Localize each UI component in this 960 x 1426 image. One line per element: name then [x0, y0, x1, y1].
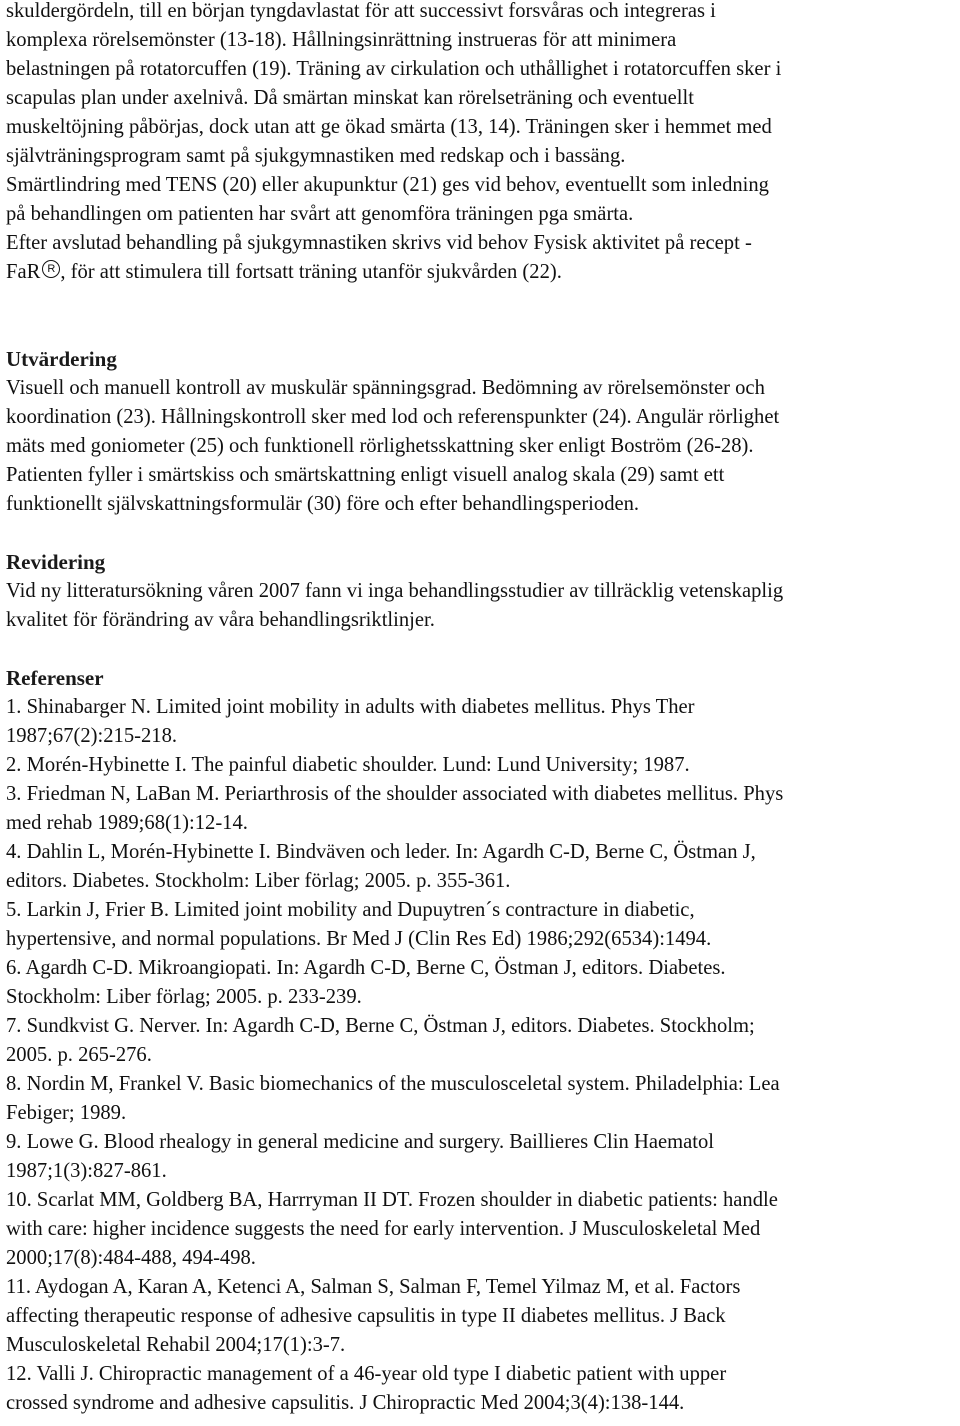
reference-line: with care: higher incidence suggests the need for early intervention. J Musculoskeletal Med [6, 1218, 761, 1240]
far-text: FaR [6, 261, 41, 283]
reference-line: 3. Friedman N, LaBan M. Periarthrosis of the shoulder associated with diabetes mellitus. Phys [6, 783, 784, 805]
section-heading: Utvärdering [6, 347, 117, 371]
text-line: Patienten fyller i smärtskiss och smärtskattning enligt visuell analog skala (29) samt ett [6, 464, 725, 486]
section-body [6, 374, 954, 519]
text-line: självträningsprogram samt på sjukgymnastiken med redskap och i bassäng. [6, 145, 626, 167]
text-line: muskeltöjning påbörjas, dock utan att ge ökad smärta (13, 14). Träningen sker i hemmet med [6, 116, 772, 138]
text-line-far [6, 258, 954, 287]
intro-paragraph [6, 0, 954, 287]
reference-line: 2005. p. 265-276. [6, 1044, 152, 1066]
reference-line: 4. Dahlin L, Morén-Hybinette I. Bindväven och leder. In: Agardh C-D, Berne C, Östman J, [6, 841, 756, 863]
reference-line: 9. Lowe G. Blood rhealogy in general medicine and surgery. Baillieres Clin Haematol [6, 1131, 715, 1153]
reference-line: 5. Larkin J, Frier B. Limited joint mobility and Dupuytren´s contracture in diabetic, [6, 899, 695, 921]
reference-line: affecting therapeutic response of adhesive capsulitis in type II diabetes mellitus. J Back [6, 1305, 726, 1327]
text-line: mäts med goniometer (25) och funktionell rörlighetsskattning sker enligt Boström (26-28). [6, 435, 754, 457]
reference-line: Stockholm: Liber förlag; 2005. p. 233-239. [6, 986, 362, 1008]
registered-mark-icon: R [42, 260, 60, 278]
reference-line: 2000;17(8):484-488, 494-498. [6, 1247, 256, 1269]
section-revidering [6, 548, 954, 635]
reference-line: 1987;67(2):215-218. [6, 725, 178, 747]
reference-line: 7. Sundkvist G. Nerver. In: Agardh C-D, Berne C, Östman J, editors. Diabetes. Stockholm; [6, 1015, 755, 1037]
section-referenser [6, 664, 954, 1418]
reference-line: 1. Shinabarger N. Limited joint mobility in adults with diabetes mellitus. Phys Ther [6, 696, 695, 718]
section-body [6, 577, 954, 635]
reference-line: 12. Valli J. Chiropractic management of a 46-year old type I diabetic patient with upper [6, 1363, 727, 1385]
section-heading: Referenser [6, 666, 104, 690]
text-line: funktionellt självskattningsformulär (30) före och efter behandlingsperioden. [6, 493, 640, 515]
reference-line: Musculoskeletal Rehabil 2004;17(1):3-7. [6, 1334, 346, 1356]
section-heading: Revidering [6, 550, 106, 574]
section-utvardering [6, 345, 954, 519]
reference-line: 10. Scarlat MM, Goldberg BA, Harrryman II DT. Frozen shoulder in diabetic patients: handle [6, 1189, 778, 1211]
reference-line: Febiger; 1989. [6, 1102, 127, 1124]
reference-line: 11. Aydogan A, Karan A, Ketenci A, Salman S, Salman F, Temel Yilmaz M, et al. Factors [6, 1276, 741, 1298]
text-line: Vid ny litteratursökning våren 2007 fann vi inga behandlingsstudier av tillräcklig vetenskaplig [6, 580, 784, 602]
text-line: på behandlingen om patienten har svårt att genomföra träningen pga smärta. [6, 203, 634, 225]
text-line: belastningen på rotatorcuffen (19). Träning av cirkulation och uthållighet i rotatorcuffen sker i [6, 58, 782, 80]
text-line: Efter avslutad behandling på sjukgymnastiken skrivs vid behov Fysisk aktivitet på recept - [6, 232, 752, 254]
far-continuation: , för att stimulera till fortsatt träning utanför sjukvården (22). [60, 261, 562, 283]
reference-list [6, 693, 954, 1418]
reference-line: crossed syndrome and adhesive capsulitis. J Chiropractic Med 2004;3(4):138-144. [6, 1392, 685, 1414]
reference-line: 8. Nordin M, Frankel V. Basic biomechanics of the musculosceletal system. Philadelphia: Lea [6, 1073, 780, 1095]
text-line: kvalitet för förändring av våra behandlingsriktlinjer. [6, 609, 435, 631]
reference-line: 1987;1(3):827-861. [6, 1160, 167, 1182]
reference-line: 2. Morén-Hybinette I. The painful diabetic shoulder. Lund: Lund University; 1987. [6, 754, 690, 776]
reference-line: hypertensive, and normal populations. Br Med J (Clin Res Ed) 1986;292(6534):1494. [6, 928, 712, 950]
reference-line: editors. Diabetes. Stockholm: Liber förlag; 2005. p. 355-361. [6, 870, 511, 892]
text-line: Smärtlindring med TENS (20) eller akupunktur (21) ges vid behov, eventuellt som inledning [6, 174, 769, 196]
text-line: skuldergördeln, till en början tyngdavlastat för att successivt forsvåras och integreras i [6, 0, 716, 22]
text-line: koordination (23). Hållningskontroll sker med lod och referenspunkter (24). Angulär rörlighet [6, 406, 780, 428]
text-line: scapulas plan under axelnivå. Då smärtan minskat kan rörelseträning och eventuellt [6, 87, 694, 109]
text-line: Visuell och manuell kontroll av muskulär spänningsgrad. Bedömning av rörelsemönster och [6, 377, 765, 399]
text-line: komplexa rörelsemönster (13-18). Hållningsinrättning instrueras för att minimera [6, 29, 677, 51]
reference-line: 6. Agardh C-D. Mikroangiopati. In: Agardh C-D, Berne C, Östman J, editors. Diabetes. [6, 957, 726, 979]
reference-line: med rehab 1989;68(1):12-14. [6, 812, 248, 834]
